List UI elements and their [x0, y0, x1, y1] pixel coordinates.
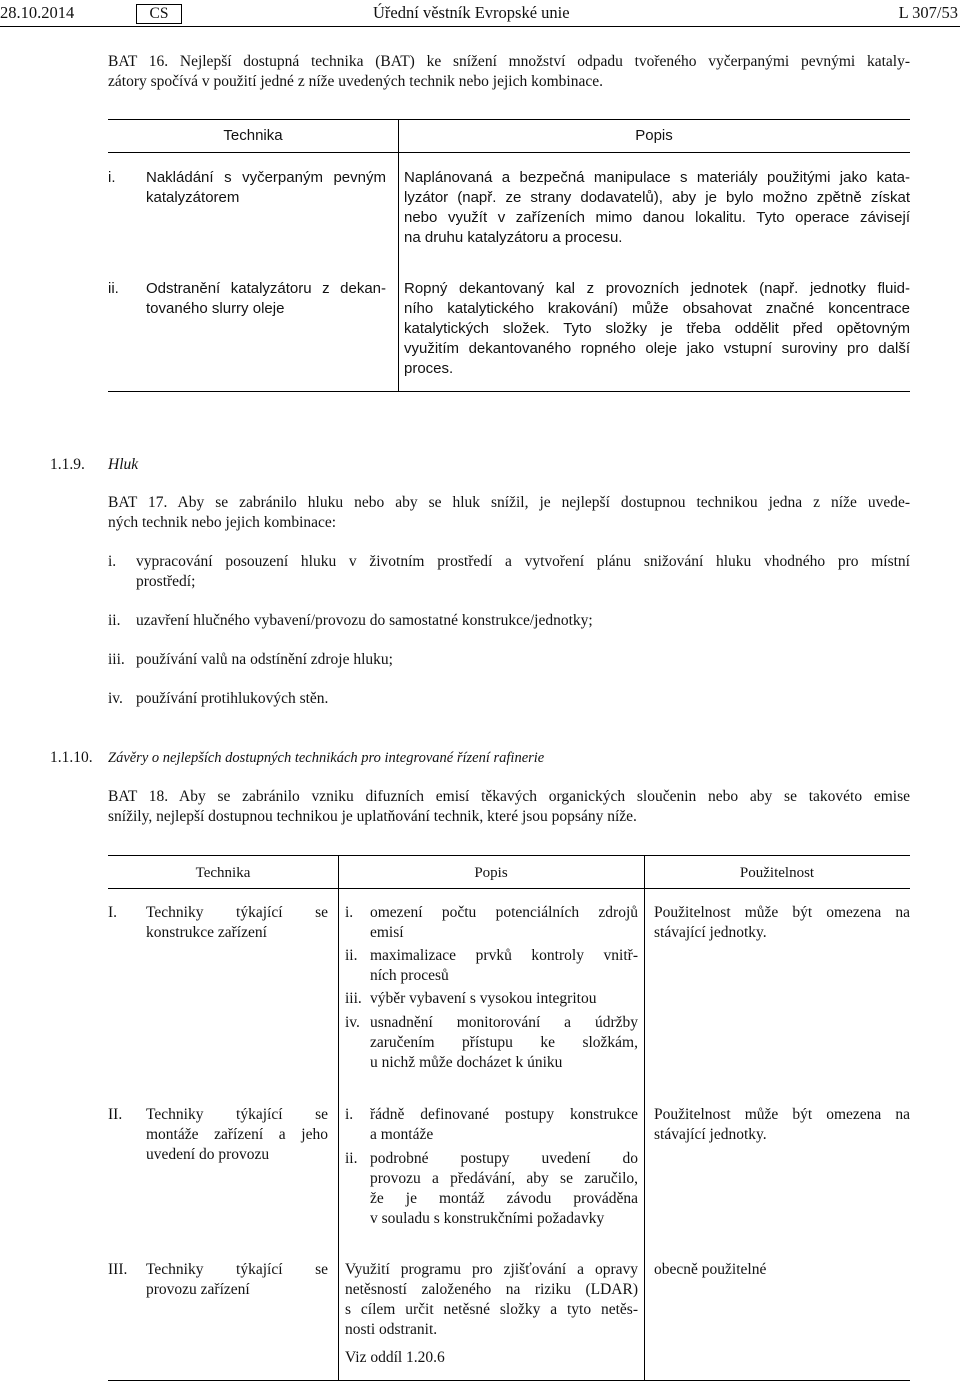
row-number: II.	[108, 1106, 123, 1123]
popis-sub-line: emisí	[370, 924, 404, 941]
table1-top-rule	[108, 119, 910, 120]
technika-line: Techniky týkající se	[146, 1261, 328, 1278]
header-date: 28.10.2014	[0, 3, 75, 22]
popis-line: nosti odstranit.	[345, 1321, 438, 1338]
popis-sub-line: provozu a předávání, aby se zaručilo,	[370, 1170, 638, 1187]
pouzitelnost-line: Použitelnost může být omezena na	[654, 904, 910, 921]
popis-sub-line: řádně definované postupy konstrukce	[370, 1106, 638, 1123]
row-number: III.	[108, 1261, 128, 1278]
table2-bottom-rule	[108, 1380, 910, 1381]
popis-sub-line: usnadnění monitorování a údržby	[370, 1014, 638, 1031]
bat16-line1: BAT 16. Nejlepší dostupná technika (BAT) ke snížení množství odpadu tvořeného vyčerpanými pevnými kataly-	[108, 53, 910, 70]
popis-line: nebo využít v zařízeních mimo danou lokalitu. Tyto operace závisejí	[404, 209, 910, 226]
popis-sub-line: maximalizace prvků kontroly vnitř-	[370, 947, 638, 964]
popis-line: na druhu katalyzátoru a procesu.	[404, 229, 623, 246]
row-number: ii.	[108, 280, 119, 297]
popis-reference: Viz oddíl 1.20.6	[345, 1349, 445, 1366]
popis-sub-line: podrobné postupy uvedení do	[370, 1150, 638, 1167]
popis-sub-line: zaručením přístupu ke složkám,	[370, 1034, 638, 1051]
popis-line: Naplánovaná a bezpečná manipulace s materiály použitými jako kata-	[404, 169, 910, 186]
popis-sub-line: že je montáž závodu prováděna	[370, 1190, 638, 1207]
technika-line: provozu zařízení	[146, 1281, 250, 1298]
popis-sub-number: iv.	[345, 1014, 360, 1031]
list-item-number: ii.	[108, 612, 121, 629]
popis-line: s cílem určit netěsné složky a tyto netěs-	[345, 1301, 638, 1318]
technika-line: Techniky týkající se	[146, 1106, 328, 1123]
popis-sub-number: ii.	[345, 1150, 358, 1167]
table1-header-popis: Popis	[635, 127, 673, 144]
bat16-line2: zátory spočívá v použití jedné z níže uvedených technik nebo jejich kombinace.	[108, 73, 603, 90]
header-journal-title: Úřední věstník Evropské unie	[373, 3, 570, 22]
popis-line: katalytických složek. Tyto složky je třeba oddělit před opětovným	[404, 320, 910, 337]
page-header	[0, 3, 960, 25]
section-title: Hluk	[108, 456, 139, 473]
technika-line: Odstranění katalyzátoru z dekan-	[146, 280, 386, 297]
popis-sub-line: u nichž může docházet k úniku	[370, 1054, 563, 1071]
list-item-number: i.	[108, 553, 117, 570]
row-number: i.	[108, 169, 116, 186]
technika-line: tovaného slurry oleje	[146, 300, 285, 317]
popis-line: proces.	[404, 360, 454, 377]
table2-header-popis: Popis	[474, 865, 508, 881]
row-number: I.	[108, 904, 118, 921]
technika-line: katalyzátorem	[146, 189, 240, 206]
popis-sub-line: omezení počtu potenciálních zdrojů	[370, 904, 638, 921]
list-item: vypracování posouzení hluku v životním prostředí a vytvoření plánu snižování hluku vhodného pro místní	[136, 553, 910, 570]
list-item: uzavření hlučného vybavení/provozu do samostatné konstrukce/jednotky;	[136, 612, 593, 629]
popis-sub-number: iii.	[345, 990, 362, 1007]
table2-column-divider-1	[338, 855, 339, 1381]
list-item: prostředí;	[136, 573, 196, 590]
list-item: používání valů na odstínění zdroje hluku;	[136, 651, 393, 668]
bat17-line1: BAT 17. Aby se zabránilo hluku nebo aby se hluk snížil, je nejlepší dostupnou technikou jedna z níže uvede-	[108, 494, 910, 511]
list-item-number: iv.	[108, 690, 123, 707]
table1-bottom-rule	[108, 391, 910, 392]
popis-sub-line: v souladu s konstrukčními požadavky	[370, 1210, 605, 1227]
table1-header-technika: Technika	[223, 127, 283, 144]
table2-header-pouzitelnost: Použitelnost	[739, 865, 815, 881]
popis-sub-line: ních procesů	[370, 967, 449, 984]
section-number: 1.1.10.	[50, 749, 93, 766]
popis-line: Ropný dekantovaný kal z provozních jednotek (např. jednotky fluid-	[404, 280, 910, 297]
header-page-number: L 307/53	[898, 3, 958, 22]
table2-header-rule	[108, 888, 910, 889]
popis-sub-number: i.	[345, 904, 354, 921]
list-item-number: iii.	[108, 651, 125, 668]
table2-top-rule	[108, 855, 910, 856]
popis-line: netěsností založeného na riziku (LDAR)	[345, 1281, 638, 1298]
pouzitelnost-line: obecně použitelné	[654, 1261, 767, 1278]
technika-line: Nakládání s vyčerpaným pevným	[146, 169, 386, 186]
bat18-line1: BAT 18. Aby se zabránilo vzniku difuzních emisí těkavých organických sloučenin nebo aby se takovéto emise	[108, 788, 910, 805]
technika-line: konstrukce zařízení	[146, 924, 267, 941]
technika-line: montáže zařízení a jeho	[146, 1126, 328, 1143]
popis-line: lyzátor (např. ze strany dodavatelů), aby je bylo možno zpětně získat	[404, 189, 910, 206]
bat17-line2: ných technik nebo jejich kombinace:	[108, 514, 337, 531]
technika-line: Techniky týkající se	[146, 904, 328, 921]
list-item: používání protihlukových stěn.	[136, 690, 329, 707]
table1-column-divider	[398, 119, 399, 392]
pouzitelnost-line: stávající jednotky.	[654, 924, 767, 941]
pouzitelnost-line: stávající jednotky.	[654, 1126, 767, 1143]
popis-line: ního katalytického krakování) může obsahovat značné koncentrace	[404, 300, 910, 317]
popis-line: využitím dekantovaného ropného oleje jako vstupní suroviny pro další	[404, 340, 910, 357]
table2-column-divider-2	[644, 855, 645, 1381]
section-number: 1.1.9.	[50, 456, 85, 473]
popis-sub-line: výběr vybavení s vysokou integritou	[370, 990, 597, 1007]
header-language-badge: CS	[136, 4, 182, 24]
popis-sub-number: i.	[345, 1106, 354, 1123]
popis-line: Využití programu pro zjišťování a opravy	[345, 1261, 638, 1278]
pouzitelnost-line: Použitelnost může být omezena na	[654, 1106, 910, 1123]
popis-sub-number: ii.	[345, 947, 358, 964]
bat18-line2: snížily, nejlepší dostupnou technikou je uplatňování technik, které jsou popsány níže.	[108, 808, 637, 825]
table2-header-technika: Technika	[195, 865, 251, 881]
header-rule	[0, 26, 960, 27]
section-title: Závěry o nejlepších dostupných technikách pro integrované řízení rafinerie	[108, 750, 545, 766]
popis-sub-line: a montáže	[370, 1126, 434, 1143]
table1-header-rule	[108, 152, 910, 153]
technika-line: uvedení do provozu	[146, 1146, 270, 1163]
